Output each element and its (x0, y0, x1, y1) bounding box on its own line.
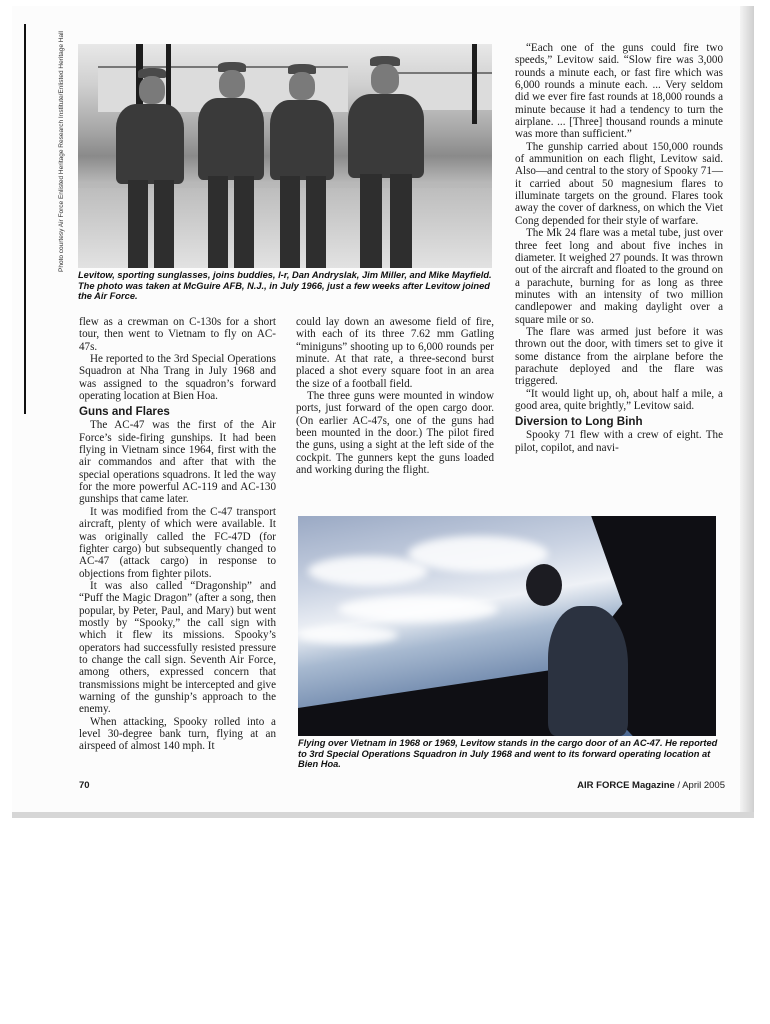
text-column-3 (515, 42, 723, 504)
paragraph: flew as a crewman on C-130s for a short tour, then went to Vietnam to fly on AC-47s. (79, 316, 276, 353)
section-heading-guns-and-flares: Guns and Flares (79, 405, 170, 419)
paragraph: The three guns were mounted in window ports, just forward of the open cargo door. (On earlier AC-47s, one of the guns had been mounted in the door.) The pilot fired the guns, using a sight at the left side of the cockpit. The gunners kept the guns loaded and working during the flight. (296, 390, 494, 477)
paragraph: “Each one of the guns could fire two speeds,” Levitow said. “Slow fire was 3,000 rounds a minute each, or fast fire which was 6,000 rounds a minute each. ... Very seldom did we ever fire fast rounds at 18,000 rounds a minute because it had a tendency to turn the airplane. ... [Three] thousand rounds a minute was more than sufficient.” (515, 42, 723, 141)
photo-crewmen-group (78, 44, 492, 268)
paragraph: The gunship carried about 150,000 rounds of ammunition on each flight, Levitow said. Also—and central to the story of Spooky 71—it carried about 50 magnesium flares to illuminate targets on the ground. Flares took away the cover of darkness, on which the Viet Cong depended for their style of warfare. (515, 140, 723, 227)
paragraph: could lay down an awesome field of fire, with each of its three 7.62 mm Gatling “miniguns” shooting up to 6,000 rounds per minute. At that rate, a three-second burst placed a shot every square foot in an area the size of a football field. (296, 316, 494, 390)
paragraph: The AC-47 was the first of the Air Force’s side-firing gunships. It had been flying in Vietnam since 1964, first with the air commandos and after that with the special operations squadrons. It led the way for the more powerful AC-119 and AC-130 gunships that came later. (79, 419, 276, 506)
text-column-2 (296, 316, 494, 506)
paragraph: It was also called “Dragonship” and “Puff the Magic Dragon” (after a song, then popular, by Peter, Paul, and Mary) but went mostly by “Spooky,” the call sign with which it flew its missions. Spooky’s operators had successfully resisted pressure to change the call sign. Seventh Air Force, among others, expressed concern that transmissions might be intercepted and give warning of the gunship’s approach to the enemy. (79, 579, 276, 716)
page-number: 70 (79, 780, 90, 791)
paragraph: He reported to the 3rd Special Operations Squadron at Nha Trang in July 1968 and was assigned to the squadron’s forward operating location at Bien Hoa. (79, 353, 276, 403)
footer (515, 780, 725, 791)
paragraph: The Mk 24 flare was a metal tube, just over three feet long and about five inches in diameter. It weighed 27 pounds. It was thrown out of the aircraft and floated to the ground on a parachute, burning for as long as three minutes with an intensity of two million candlepower and making daylight over a square mile or so. (515, 227, 723, 326)
paragraph: Spooky 71 flew with a crew of eight. The pilot, copilot, and navi- (515, 429, 723, 454)
photo-credit: Photo courtesy Air Force Enlisted Heritage Research Institute/Enlisted Heritage Hall (58, 31, 65, 272)
paragraph: The flare was armed just before it was thrown out the door, with timers set to give it some distance from the airplane before the parachute deployed and the flare was triggered. (515, 325, 723, 388)
issue-date: / April 2005 (674, 780, 725, 791)
page-edge-shadow (740, 6, 754, 818)
photo-caption-bottom: Flying over Vietnam in 1968 or 1969, Levitow stands in the cargo door of an AC-47. He reported to 3rd Special Operations Squadron in July 1968 and went to its forward operating location at Bien Hoa. (298, 738, 718, 770)
section-heading-diversion-to-long-binh: Diversion to Long Binh (515, 415, 643, 429)
photo-caption-top: Levitow, sporting sunglasses, joins buddies, l-r, Dan Andryslak, Jim Miller, and Mike Mayfield. The photo was taken at McGuire AFB, N.J., in July 1966, just a few weeks after Levitow joined the Air Force. (78, 270, 492, 302)
paragraph: “It would light up, oh, about half a mile, a good area, quite brightly,” Levitow said. (515, 387, 723, 412)
text-column-1 (79, 316, 276, 771)
paragraph: When attacking, Spooky rolled into a level 30-degree bank turn, flying at an airspeed of almost 140 mph. It (79, 715, 276, 753)
magazine-page (12, 6, 754, 818)
paragraph: It was modified from the C-47 transport aircraft, plenty of which were available. It was originally called the FC-47D (for fighter cargo) but subsequently changed to AC-47 (attack cargo) in response to objections from fighter pilots. (79, 505, 276, 580)
photo-levitow-cargo-door (298, 516, 716, 736)
magazine-name: AIR FORCE Magazine (577, 780, 675, 791)
page-bottom-shadow (12, 812, 754, 818)
binding-line (24, 24, 26, 414)
